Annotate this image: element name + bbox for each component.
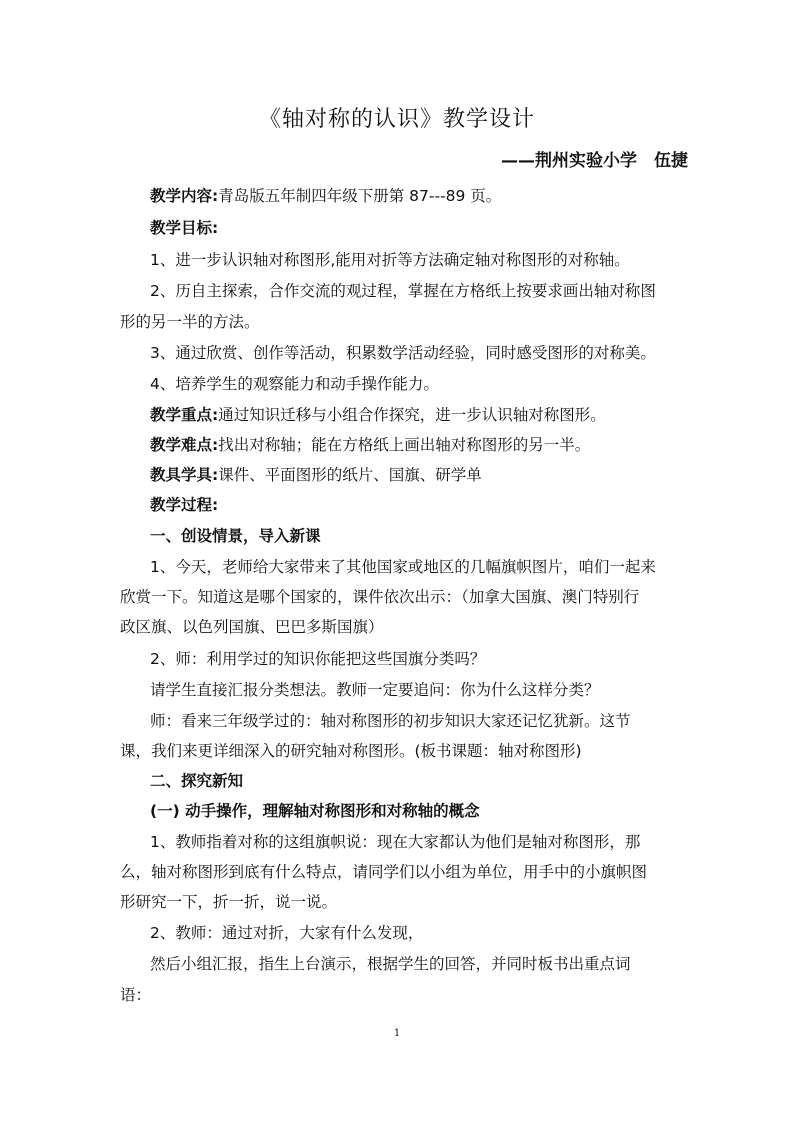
section-2-heading: 二、探究新知 bbox=[150, 772, 244, 790]
objectives-heading: 教学目标: bbox=[150, 219, 219, 237]
paragraph-line: 么，轴对称图形到底有什么特点，请同学们以小组为单位，用手中的小旗帜图 bbox=[120, 863, 648, 881]
paragraph-line: 请学生直接汇报分类想法。教师一定要追问：你为什么这样分类？ bbox=[150, 681, 600, 699]
paragraph-line: 2、师：利用学过的知识你能把这些国旗分类吗？ bbox=[150, 650, 486, 668]
page-number: 1 bbox=[393, 1028, 401, 1039]
paragraph-line: 1、教师指着对称的这组旗帜说：现在大家都认为他们是轴对称图形，那 bbox=[150, 833, 641, 851]
teaching-focus-text: 通过知识迁移与小组合作探究，进一步认识轴对称图形。 bbox=[218, 406, 606, 424]
teaching-tools-line bbox=[150, 465, 680, 485]
author-line: ——荆州实验小学 伍捷 bbox=[501, 151, 688, 171]
document-title: 《轴对称的认识》教学设计 bbox=[258, 107, 535, 132]
teaching-difficulty-line bbox=[150, 435, 680, 455]
teaching-content-label: 教学内容: bbox=[150, 187, 219, 205]
paragraph-line: 2、教师：通过对折，大家有什么发现， bbox=[150, 924, 424, 942]
teaching-content-text: 青岛版五年制四年级下册第 87---89 页。 bbox=[218, 187, 502, 205]
objective-line: 1、进一步认识轴对称图形,能用对折等方法确定轴对称图形的对称轴。 bbox=[150, 251, 630, 269]
paragraph-line: 课，我们来更详细深入的研究轴对称图形。(板书课题：轴对称图形) bbox=[120, 742, 582, 760]
section-1-heading: 一、创设情景，导入新课 bbox=[150, 527, 321, 545]
paragraph-line: 形研究一下，折一折，说一说。 bbox=[120, 893, 338, 911]
paragraph-line: 1、今天，老师给大家带来了其他国家或地区的几幅旗帜图片，咱们一起来 bbox=[150, 558, 656, 576]
teaching-tools-label: 教具学具: bbox=[150, 466, 219, 484]
paragraph-line: 欣赏一下。知道这是哪个国家的，课件依次出示：（加拿大国旗、澳门特别行 bbox=[120, 588, 640, 606]
teaching-content-line bbox=[150, 186, 680, 206]
teaching-difficulty-label: 教学难点: bbox=[150, 436, 219, 454]
objective-line: 3、通过欣赏、创作等活动，积累数学活动经验，同时感受图形的对称美。 bbox=[150, 344, 656, 362]
paragraph-line: 然后小组汇报，指生上台演示，根据学生的回答，并同时板书出重点词 bbox=[150, 955, 631, 973]
process-heading: 教学过程: bbox=[150, 496, 219, 514]
teaching-focus-line bbox=[150, 405, 680, 425]
teaching-focus-label: 教学重点: bbox=[150, 406, 219, 424]
paragraph-line: 语： bbox=[120, 986, 152, 1004]
paragraph-line: 政区旗、以色列国旗、巴巴多斯国旗） bbox=[120, 618, 384, 636]
paragraph-line: 师：看来三年级学过的：轴对称图形的初步知识大家还记忆犹新。这节 bbox=[150, 712, 631, 730]
teaching-tools-text: 课件、平面图形的纸片、国旗、研学单 bbox=[218, 466, 482, 484]
objective-line: 形的另一半的方法。 bbox=[120, 313, 260, 331]
objective-line: 2、历自主探索，合作交流的观过程，掌握在方格纸上按要求画出轴对称图 bbox=[150, 282, 656, 300]
teaching-difficulty-text: 找出对称轴；能在方格纸上画出轴对称图形的另一半。 bbox=[218, 436, 591, 454]
objective-line: 4、培养学生的观察能力和动手操作能力。 bbox=[150, 375, 439, 393]
subsection-1-heading: (一) 动手操作，理解轴对称图形和对称轴的概念 bbox=[150, 802, 480, 820]
